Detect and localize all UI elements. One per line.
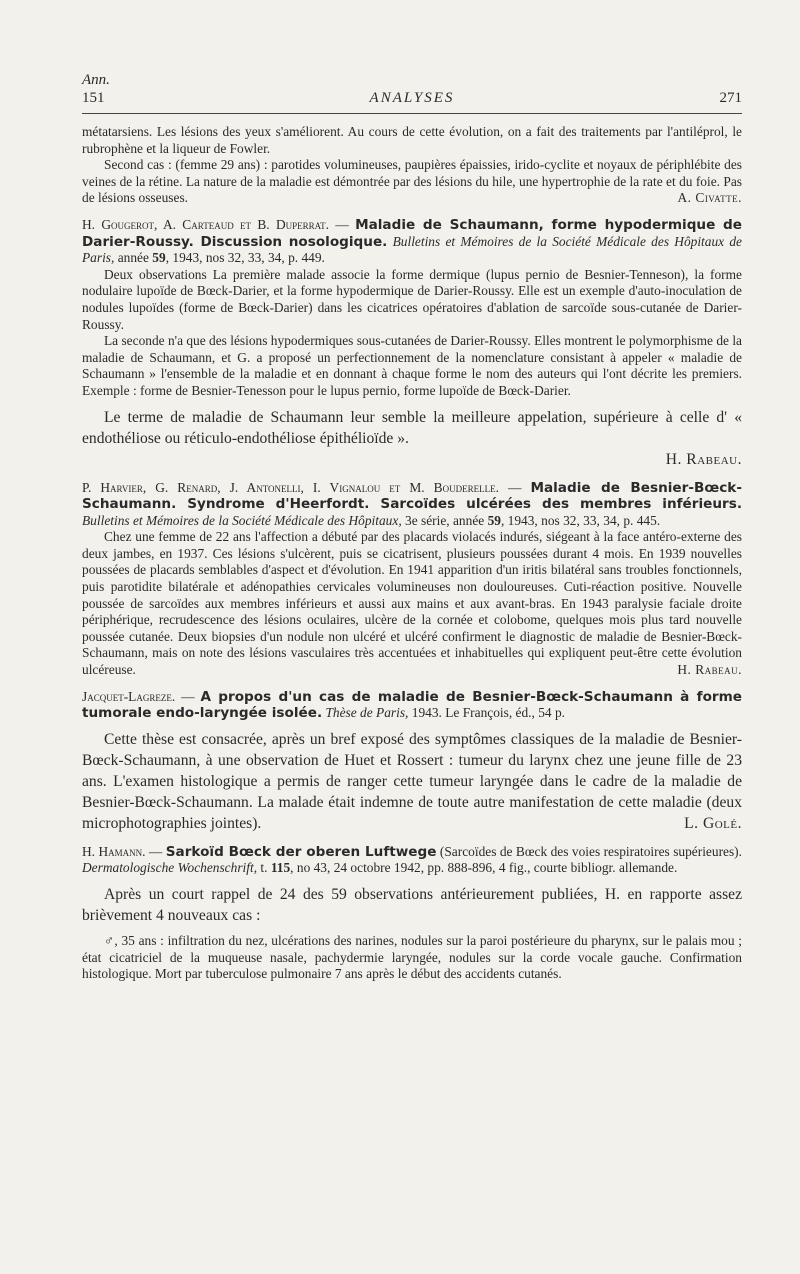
paragraph: Second cas : (femme 29 ans) : parotides volumineuses, paupières épaissies, irido-cyclite et noyaux de périphlébite des veines de la rétine. La nature de la maladie est démontrée par des lésions du hile, une hypertrophie de la rate et du foie. Pas de lésions osseuses. A. Civatte.	[82, 157, 742, 206]
paragraph: métatarsiens. Les lésions des yeux s'améliorent. Au cours de cette évolution, on a fait des traitements par l'antiléprol, le rubrophène et la liqueur de Fowler.	[82, 124, 742, 156]
citation: H. Hamann. — Sarkoïd Bœck der oberen Luftwege (Sarcoïdes de Bœck des voies respiratoires supérieures). Dermatologische Wochenschrift, t. 115, no 43, 24 octobre 1942, pp. 888-896, 4 fig., courte bibliogr. allemande.	[82, 843, 742, 876]
authors: H. Hamann.	[82, 843, 146, 859]
authors: P. Harvier, G. Renard, J. Antonelli, I. Vignalou et M. Bouderelle.	[82, 479, 499, 495]
authors: Jacquet-Lagreze.	[82, 688, 176, 704]
volume-number: 151	[82, 90, 105, 106]
citation: P. Harvier, G. Renard, J. Antonelli, I. Vignalou et M. Bouderelle. — Maladie de Besnier-Bœck-Schaumann. Syndrome d'Heerfordt. Sarcoïdes ulcérées des membres inférieurs. Bulletins et Mémoires de la Société Médicale des Hôpitaux, 3e série, année 59, 1943, nos 32, 33, 34, p. 445.	[82, 479, 742, 528]
paragraph: ♂, 35 ans : infiltration du nez, ulcérations des narines, nodules sur la paroi postérieure du pharynx, sur le palais mou ; état cicatriciel de la muqueuse nasale, pachydermie laryngée, nodules sur la corde vocale gauche. Confirmation histologique. Mort par tuberculose pulmonaire 7 ans après le début des accidents cutanés.	[82, 933, 742, 982]
signature: L. Golé.	[684, 814, 742, 832]
citation: H. Gougerot, A. Carteaud et B. Duperrat. — Maladie de Schaumann, forme hypodermique de Darier-Roussy. Discussion nosologique. Bulletins et Mémoires de la Société Médicale des Hôpitaux de Paris, année 59, 1943, nos 32, 33, 34, p. 449.	[82, 216, 742, 266]
source: Thèse de Paris,	[325, 705, 409, 721]
abstract-civatte	[82, 124, 742, 207]
article-title: Maladie de Schaumann, forme hypodermique de Darier-Roussy. Discussion nosologique.	[82, 216, 742, 250]
paragraph: Cette thèse est consacrée, après un bref exposé des symptômes classiques de la maladie de Besnier-Bœck-Schaumann, à une observation de Huet et Rossert : tumeur du larynx chez une jeune fille de 23 ans. L'examen histologique a permis de ranger cette tumeur laryngée dans le cadre de la maladie de Besnier-Bœck-Schaumann. La malade était indemne de toute autre manifestation de cette maladie (deux microphotographies jointes). L. Golé.	[82, 730, 742, 832]
source: Bulletins et Mémoires de la Société Médicale des Hôpitaux de Paris,	[82, 233, 742, 266]
paragraph: Deux observations La première malade associe la forme dermique (lupus pernio de Besnier-Tenneson), la forme nodulaire lupoïde de Bœck-Darier, et la forme hypodermique de Darier-Roussy. Elle est un exemple d'auto-inoculation de nodules lupoïdes (forme de Bœck-Darier) dans les cicatrices opératoires d'ablation de sarcoïde sous-cutanée de Darier-Roussy.	[82, 266, 742, 332]
paragraph: Après un court rappel de 24 des 59 observations antérieurement publiées, H. en rapporte assez brièvement 4 nouveaux cas :	[82, 886, 742, 924]
abstract-harvier	[82, 480, 742, 679]
article-title: Maladie de Besnier-Bœck-Schaumann. Syndrome d'Heerfordt. Sarcoïdes ulcérées des membres inférieurs.	[82, 479, 742, 513]
authors: H. Gougerot, A. Carteaud et B. Duperrat.	[82, 216, 329, 232]
signature: H. Rabeau.	[677, 662, 742, 678]
running-header	[82, 68, 742, 112]
signature: H. Rabeau.	[665, 450, 742, 468]
source: Bulletins et Mémoires de la Société Médicale des Hôpitaux,	[82, 512, 402, 528]
section-title: ANALYSES	[369, 90, 455, 106]
citation: Jacquet-Lagreze. — A propos d'un cas de maladie de Besnier-Bœck-Schaumann à forme tumorale endo-laryngée isolée. Thèse de Paris, 1943. Le François, éd., 54 p.	[82, 688, 742, 722]
article-title: A propos d'un cas de maladie de Besnier-Bœck-Schaumann à forme tumorale endo-laryngée isolée.	[82, 688, 742, 722]
journal-abbrev: Ann.	[82, 72, 110, 88]
abstract-hamann	[82, 844, 742, 983]
page-content	[82, 124, 742, 983]
header-rule	[82, 113, 742, 114]
source: Dermatologische Wochenschrift,	[82, 860, 258, 876]
signature: A. Civatte.	[677, 190, 742, 206]
abstract-gougerot	[82, 217, 742, 470]
paragraph: Le terme de maladie de Schaumann leur semble la meilleure appelation, supérieure à celle d' « endothéliose ou réticulo-endothéliose épithélioïde ».	[82, 408, 742, 447]
article-title: Sarkoïd Bœck der oberen Luftwege	[165, 843, 437, 860]
page-number: 271	[719, 90, 742, 106]
paragraph: Chez une femme de 22 ans l'affection a débuté par des placards violacés indurés, siégeant à la face antéro-externe des deux jambes, en 1937. Ces lésions s'ulcèrent, puis se cicatrisent, plusieurs poussées durant 4 mois. En 1939 nouvelles poussées de placards semblables d'aspect et d'évolution. En 1941 apparition d'un iritis bilatéral sans troubles fonctionnels, puis parotidite bilatérale et adénopathies cervicales volumineuses non douloureuses. Cuti-réaction positive. Nouvelle poussée de sarcoïdes aux membres inférieurs et aussi aux mains et aux avant-bras. En 1943 paralysie faciale droite périphérique, recrudescence des lésions oculaires, ulcère de la cornée et colobome, quelques mois plus tard nouvelle poussée cutanée. Deux biopsies d'un nodule non ulcéré et ulcéré confirment le diagnostic de maladie de Besnier-Bœck-Schaumann, mais on note des lésions vasculaires très accentuées et inhabituelles qui expliquent peut-être cette évolution ulcéreuse. H. Rabeau.	[82, 529, 742, 678]
abstract-jacquet-lagreze	[82, 689, 742, 834]
page	[82, 68, 742, 982]
paragraph: La seconde n'a que des lésions hypodermiques sous-cutanées de Darier-Roussy. Elles montrent le polymorphisme de la maladie de Schaumann, et G. a proposé un perfectionnement de la nomenclature consistant à appeler « maladie de Schaumann » l'ensemble de la maladie et en donnant à chaque forme le nom des auteurs qui l'ont décrite les premiers. Exemple : forme de Besnier-Tenesson pour le lupus pernio, forme lupoïde de Bœck-Darier.	[82, 333, 742, 398]
